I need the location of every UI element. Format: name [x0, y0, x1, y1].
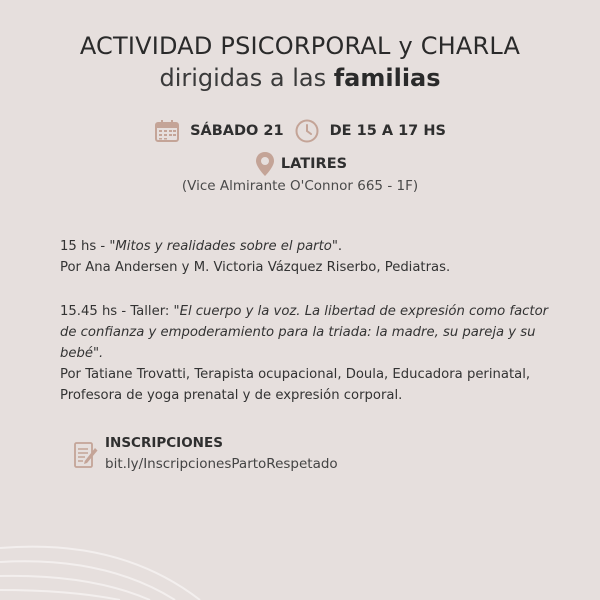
event-time: DE 15 A 17 HS: [329, 123, 446, 139]
subtitle-pre: dirigidas a las: [159, 64, 327, 92]
talk-1-speaker-1: Ana Andersen: [85, 260, 178, 275]
registration-heading: INSCRIPCIONES: [105, 435, 223, 451]
talk-1-title: "Mitos y realidades sobre el parto": [109, 239, 338, 254]
talk-1-speaker-2: M. Victoria Vázquez Riserbo,: [193, 260, 381, 275]
talk-1: 15 hs - "Mitos y realidades sobre el parto". Por Ana Andersen y M. Victoria Vázquez Riserbo, Pediatras.: [60, 239, 451, 275]
talk-1-and: y: [181, 260, 190, 275]
talk-2-time: 15.45 hs - Taller:: [60, 304, 170, 319]
place-name: LATIRES: [280, 156, 348, 172]
registration: [73, 433, 338, 475]
calendar-icon: [154, 118, 180, 144]
title-line-2: [0, 64, 600, 92]
title-end: CHARLA: [420, 32, 521, 60]
talk-2-speaker: Tatiane Trovatti,: [85, 367, 191, 382]
clock-icon: [294, 118, 320, 144]
talk-1-role: Pediatras.: [384, 260, 451, 275]
title-conjunction: y: [398, 32, 413, 60]
title-main: ACTIVIDAD PSICORPORAL: [79, 32, 391, 60]
event-date: SÁBADO 21: [190, 123, 284, 139]
subtitle-bold: familias: [333, 64, 441, 92]
talk-2-by: Por: [60, 367, 81, 382]
talk-2: [60, 301, 560, 406]
location-pin-icon: [253, 150, 277, 178]
registration-link[interactable]: bit.ly/InscripcionesPartoRespetado: [105, 456, 338, 472]
title-line-1: [0, 32, 600, 60]
date-time-row: [0, 118, 600, 144]
decorative-arcs: [0, 500, 230, 600]
talk-2-role: Terapista ocupacional, Doula, Educadora perinatal, Profesora de yoga prenatal y de expresión corporal.: [60, 367, 531, 403]
talk-1-time: 15 hs -: [60, 239, 106, 254]
address: (Vice Almirante O'Connor 665 - 1F): [181, 178, 419, 194]
talk-2-title: "El cuerpo y la voz. La libertad de expresión como factor de confianza y empoderamiento para la triada: la madre, su pareja y su bebé".: [60, 304, 549, 361]
talk-1-by: Por: [60, 260, 81, 275]
place-row: [0, 150, 600, 178]
form-edit-icon: [73, 439, 99, 471]
